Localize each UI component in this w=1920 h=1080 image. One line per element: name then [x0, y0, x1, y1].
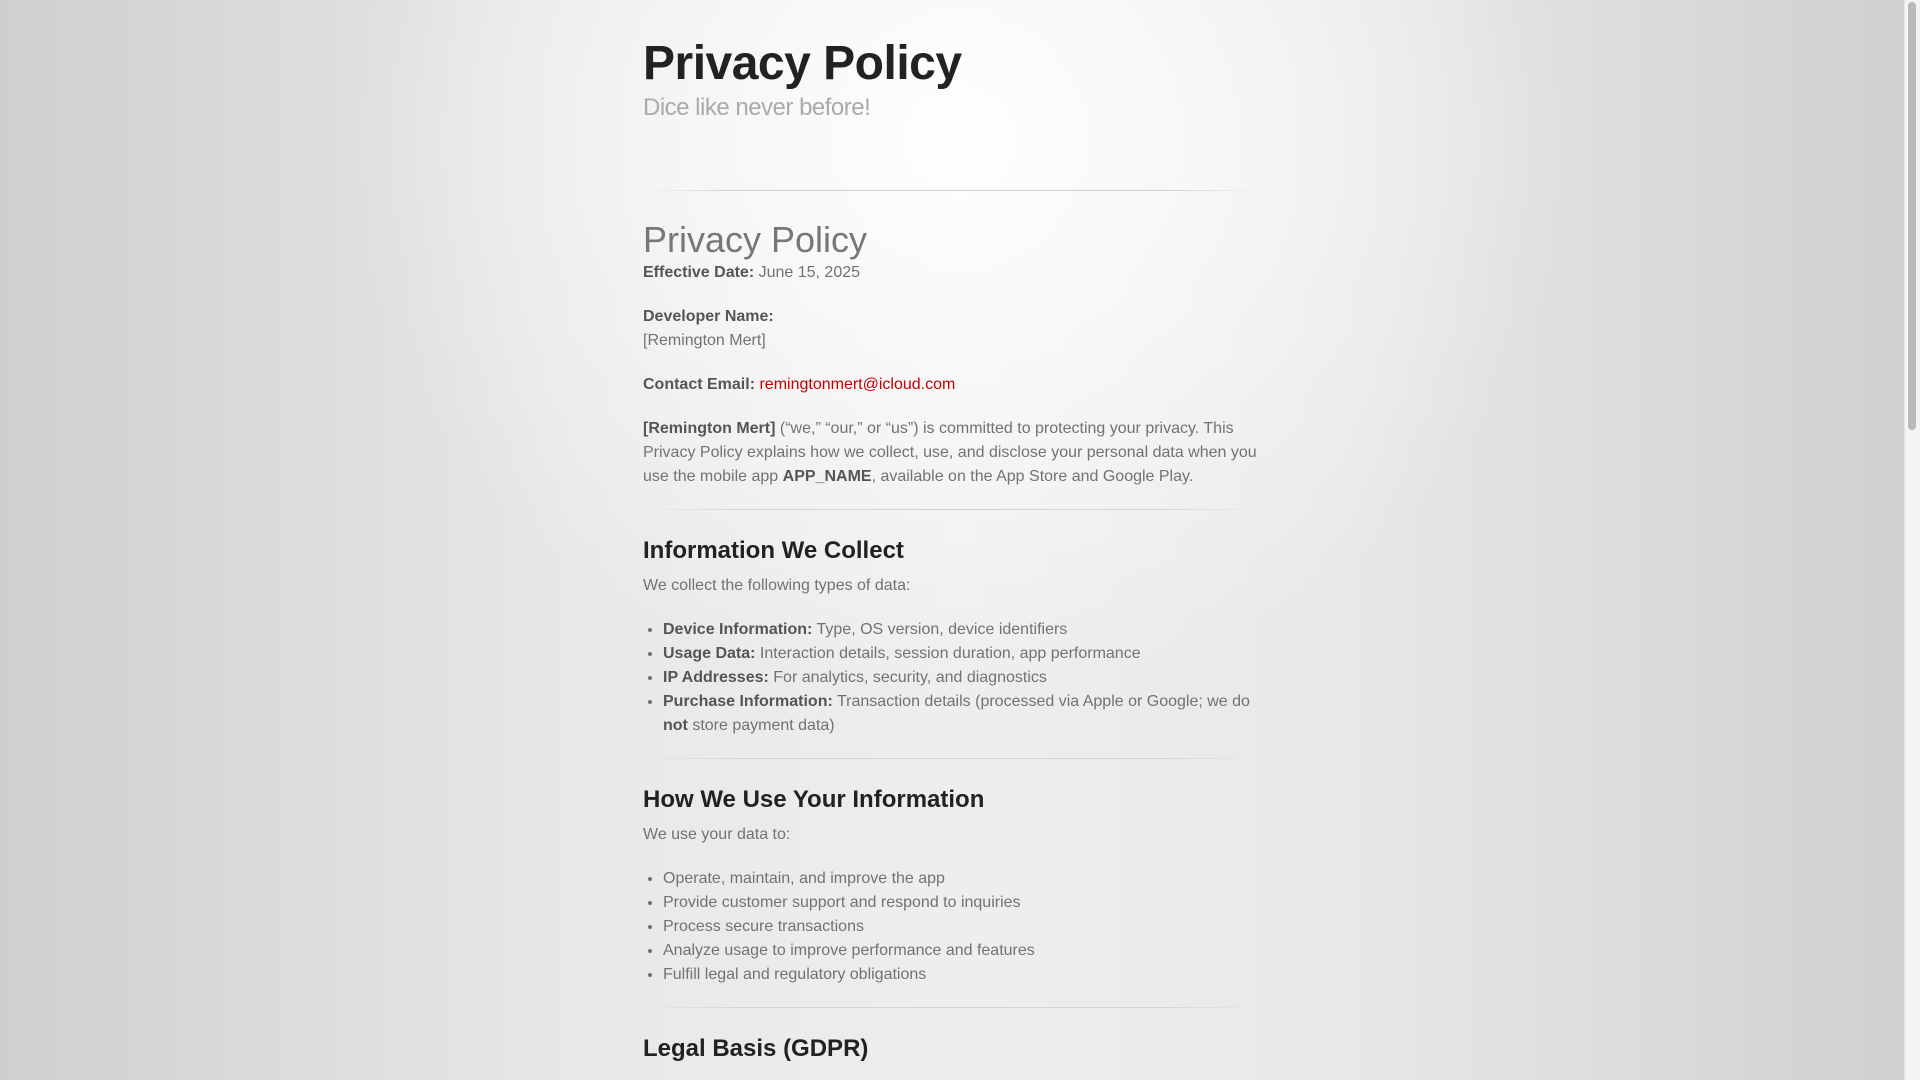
- list-item-label: IP Addresses:: [663, 669, 769, 686]
- list-item-text: Type, OS version, device identifiers: [812, 621, 1068, 638]
- site-header: [643, 0, 1258, 123]
- intro-text-1: (“we,” “our,” or “us”) is committed to protecting your privacy. This Privacy Policy explains how we collect, use, and disclose your personal data when you use the mobile app: [643, 420, 1257, 485]
- header-divider: [643, 190, 1258, 191]
- section-divider: [643, 758, 1258, 759]
- list-item-label: Device Information:: [663, 621, 813, 638]
- collect-lead: We collect the following types of data:: [643, 577, 911, 594]
- effective-date-value: June 15, 2025: [754, 264, 861, 281]
- intro-text-2: , available on the App Store and Google Play.: [871, 468, 1194, 485]
- list-item: [663, 690, 1258, 738]
- vertical-scrollbar[interactable]: [1904, 0, 1920, 1080]
- use-lead: We use your data to:: [643, 826, 791, 843]
- section-divider: [643, 1007, 1258, 1008]
- list-item: [663, 618, 1258, 642]
- list-item: [663, 642, 1258, 666]
- effective-date: [643, 261, 1258, 285]
- list-item-emphasis: not: [663, 717, 688, 734]
- contact-email-link[interactable]: remingtonmert@icloud.com: [759, 376, 956, 393]
- list-item-text: For analytics, security, and diagnostics: [768, 669, 1047, 686]
- policy-content: [643, 219, 1258, 1064]
- site-title: Privacy Policy: [643, 37, 962, 90]
- list-item-label: Purchase Information:: [663, 693, 833, 710]
- effective-date-label: Effective Date:: [643, 264, 755, 281]
- contact-email-label: Contact Email:: [643, 376, 756, 393]
- list-item: • Fulfill legal and regulatory obligations: [663, 963, 1258, 987]
- developer-name-label: Developer Name:: [643, 308, 774, 325]
- intro-developer: [Remington Mert]: [643, 420, 776, 437]
- list-item: • Process secure transactions: [663, 915, 1258, 939]
- intro-app-name: APP_NAME: [782, 468, 872, 485]
- section-divider: [643, 509, 1258, 510]
- use-list: [643, 867, 1258, 987]
- collect-list: [643, 618, 1258, 738]
- collect-heading: Information We Collect: [643, 537, 904, 564]
- list-item: • Operate, maintain, and improve the app: [663, 867, 1258, 891]
- list-item: [663, 666, 1258, 690]
- page-wrapper: [643, 0, 1258, 1064]
- list-item-text: Interaction details, session duration, app performance: [755, 645, 1141, 662]
- list-item-text: Transaction details (processed via Apple or Google; we do: [832, 693, 1250, 710]
- list-item: • Provide customer support and respond to inquiries: [663, 891, 1258, 915]
- use-heading: How We Use Your Information: [643, 786, 985, 813]
- list-item-text-after: store payment data): [687, 717, 835, 734]
- developer-name: [643, 305, 1258, 353]
- contact-email: [643, 373, 1258, 397]
- legal-heading: Legal Basis (GDPR): [643, 1035, 869, 1062]
- page-title: Privacy Policy: [643, 219, 868, 260]
- scrollbar-thumb[interactable]: [1908, 2, 1916, 430]
- developer-name-value: [Remington Mert]: [643, 332, 766, 349]
- list-item-label: Usage Data:: [663, 645, 756, 662]
- list-item: • Analyze usage to improve performance and features: [663, 939, 1258, 963]
- intro-paragraph: [643, 417, 1258, 489]
- site-tagline: Dice like never before!: [643, 94, 871, 121]
